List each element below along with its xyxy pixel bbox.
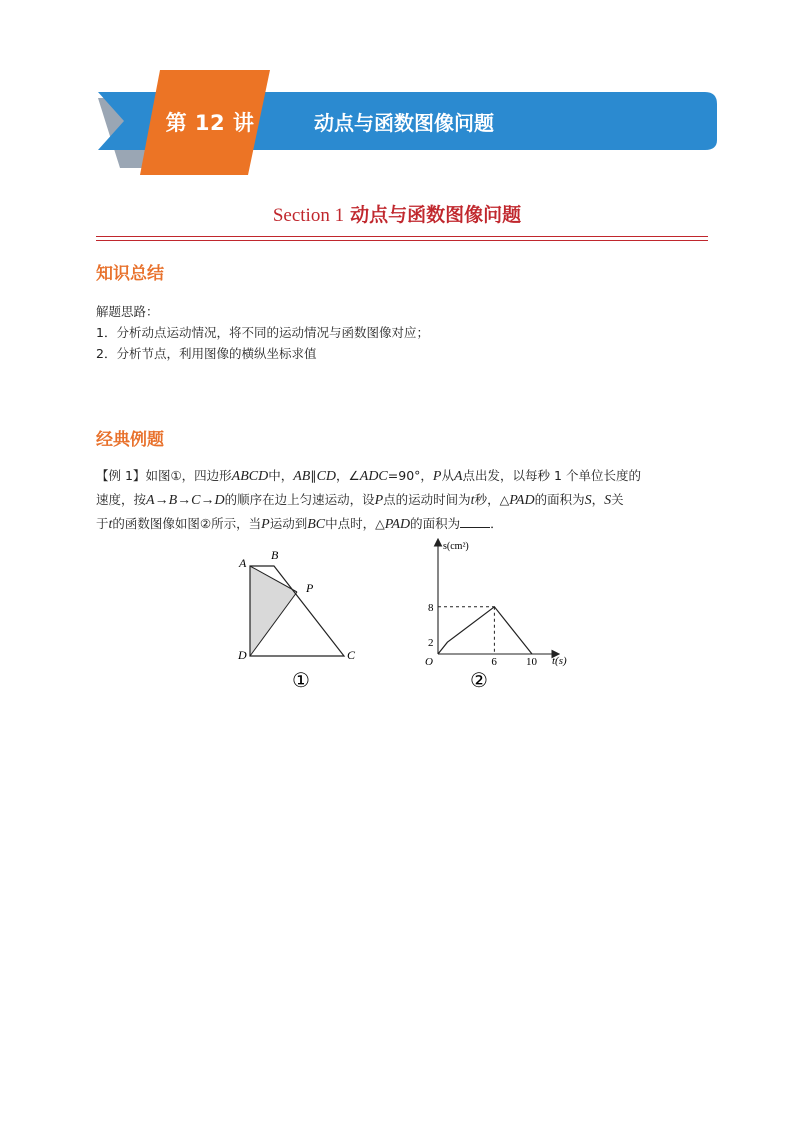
- example-tag: 【例 1】: [96, 468, 146, 483]
- y-tick-2: 2: [428, 637, 434, 650]
- label-d: D: [238, 648, 247, 662]
- origin-label: O: [425, 656, 433, 668]
- lesson-banner: [0, 0, 794, 190]
- banner-graphic: [0, 0, 794, 190]
- label-a: A: [239, 556, 247, 570]
- example-1-text: [96, 464, 708, 536]
- section-prefix: Section 1: [272, 205, 345, 226]
- label-c: C: [347, 648, 356, 662]
- figure-1-caption: ①: [292, 670, 310, 692]
- answer-blank: [460, 515, 490, 528]
- figure-2-caption: ②: [470, 670, 488, 692]
- example-line-2: 速度，按A→B→C→D的顺序在边上匀速运动，设P点的运动时间为t秒，△PAD的面积为S，S关: [96, 492, 624, 508]
- knowledge-point-2: 2．分析节点，利用图像的横纵坐标求值: [96, 346, 317, 361]
- knowledge-point-1: 1．分析动点运动情况，将不同的运动情况与函数图像对应；: [96, 325, 429, 340]
- x-tick-10: 10: [526, 656, 537, 668]
- knowledge-intro: 解题思路：: [96, 304, 159, 319]
- y-axis-label: s(cm²): [443, 541, 469, 552]
- lesson-number: 第 12 讲: [165, 111, 255, 135]
- graph-line: [438, 607, 532, 654]
- example-line-1: 【例 1】如图①，四边形ABCD中，AB∥CD，∠ADC=90°，P从A点出发，以每秒 1 个单位长度的: [96, 468, 641, 484]
- x-axis-label: t(s): [552, 655, 567, 667]
- label-b: B: [271, 548, 279, 562]
- example-line-3: 于t的函数图像如图②所示，当P运动到BC中点时，△PAD的面积为 ．: [96, 516, 503, 532]
- section-title: [0, 200, 794, 231]
- section-name: 动点与函数图像问题: [350, 204, 522, 226]
- knowledge-heading: 知识总结: [96, 264, 164, 284]
- figure-2-graph: [416, 534, 586, 696]
- banner-title: 动点与函数图像问题: [314, 111, 494, 135]
- section-rule-top: [96, 236, 708, 237]
- examples-heading: 经典例题: [96, 430, 164, 450]
- figure-1-quadrilateral: [230, 544, 370, 694]
- section-rule-bottom: [96, 240, 708, 241]
- y-tick-8: 8: [428, 601, 434, 614]
- label-p: P: [306, 581, 314, 595]
- x-tick-6: 6: [491, 656, 497, 668]
